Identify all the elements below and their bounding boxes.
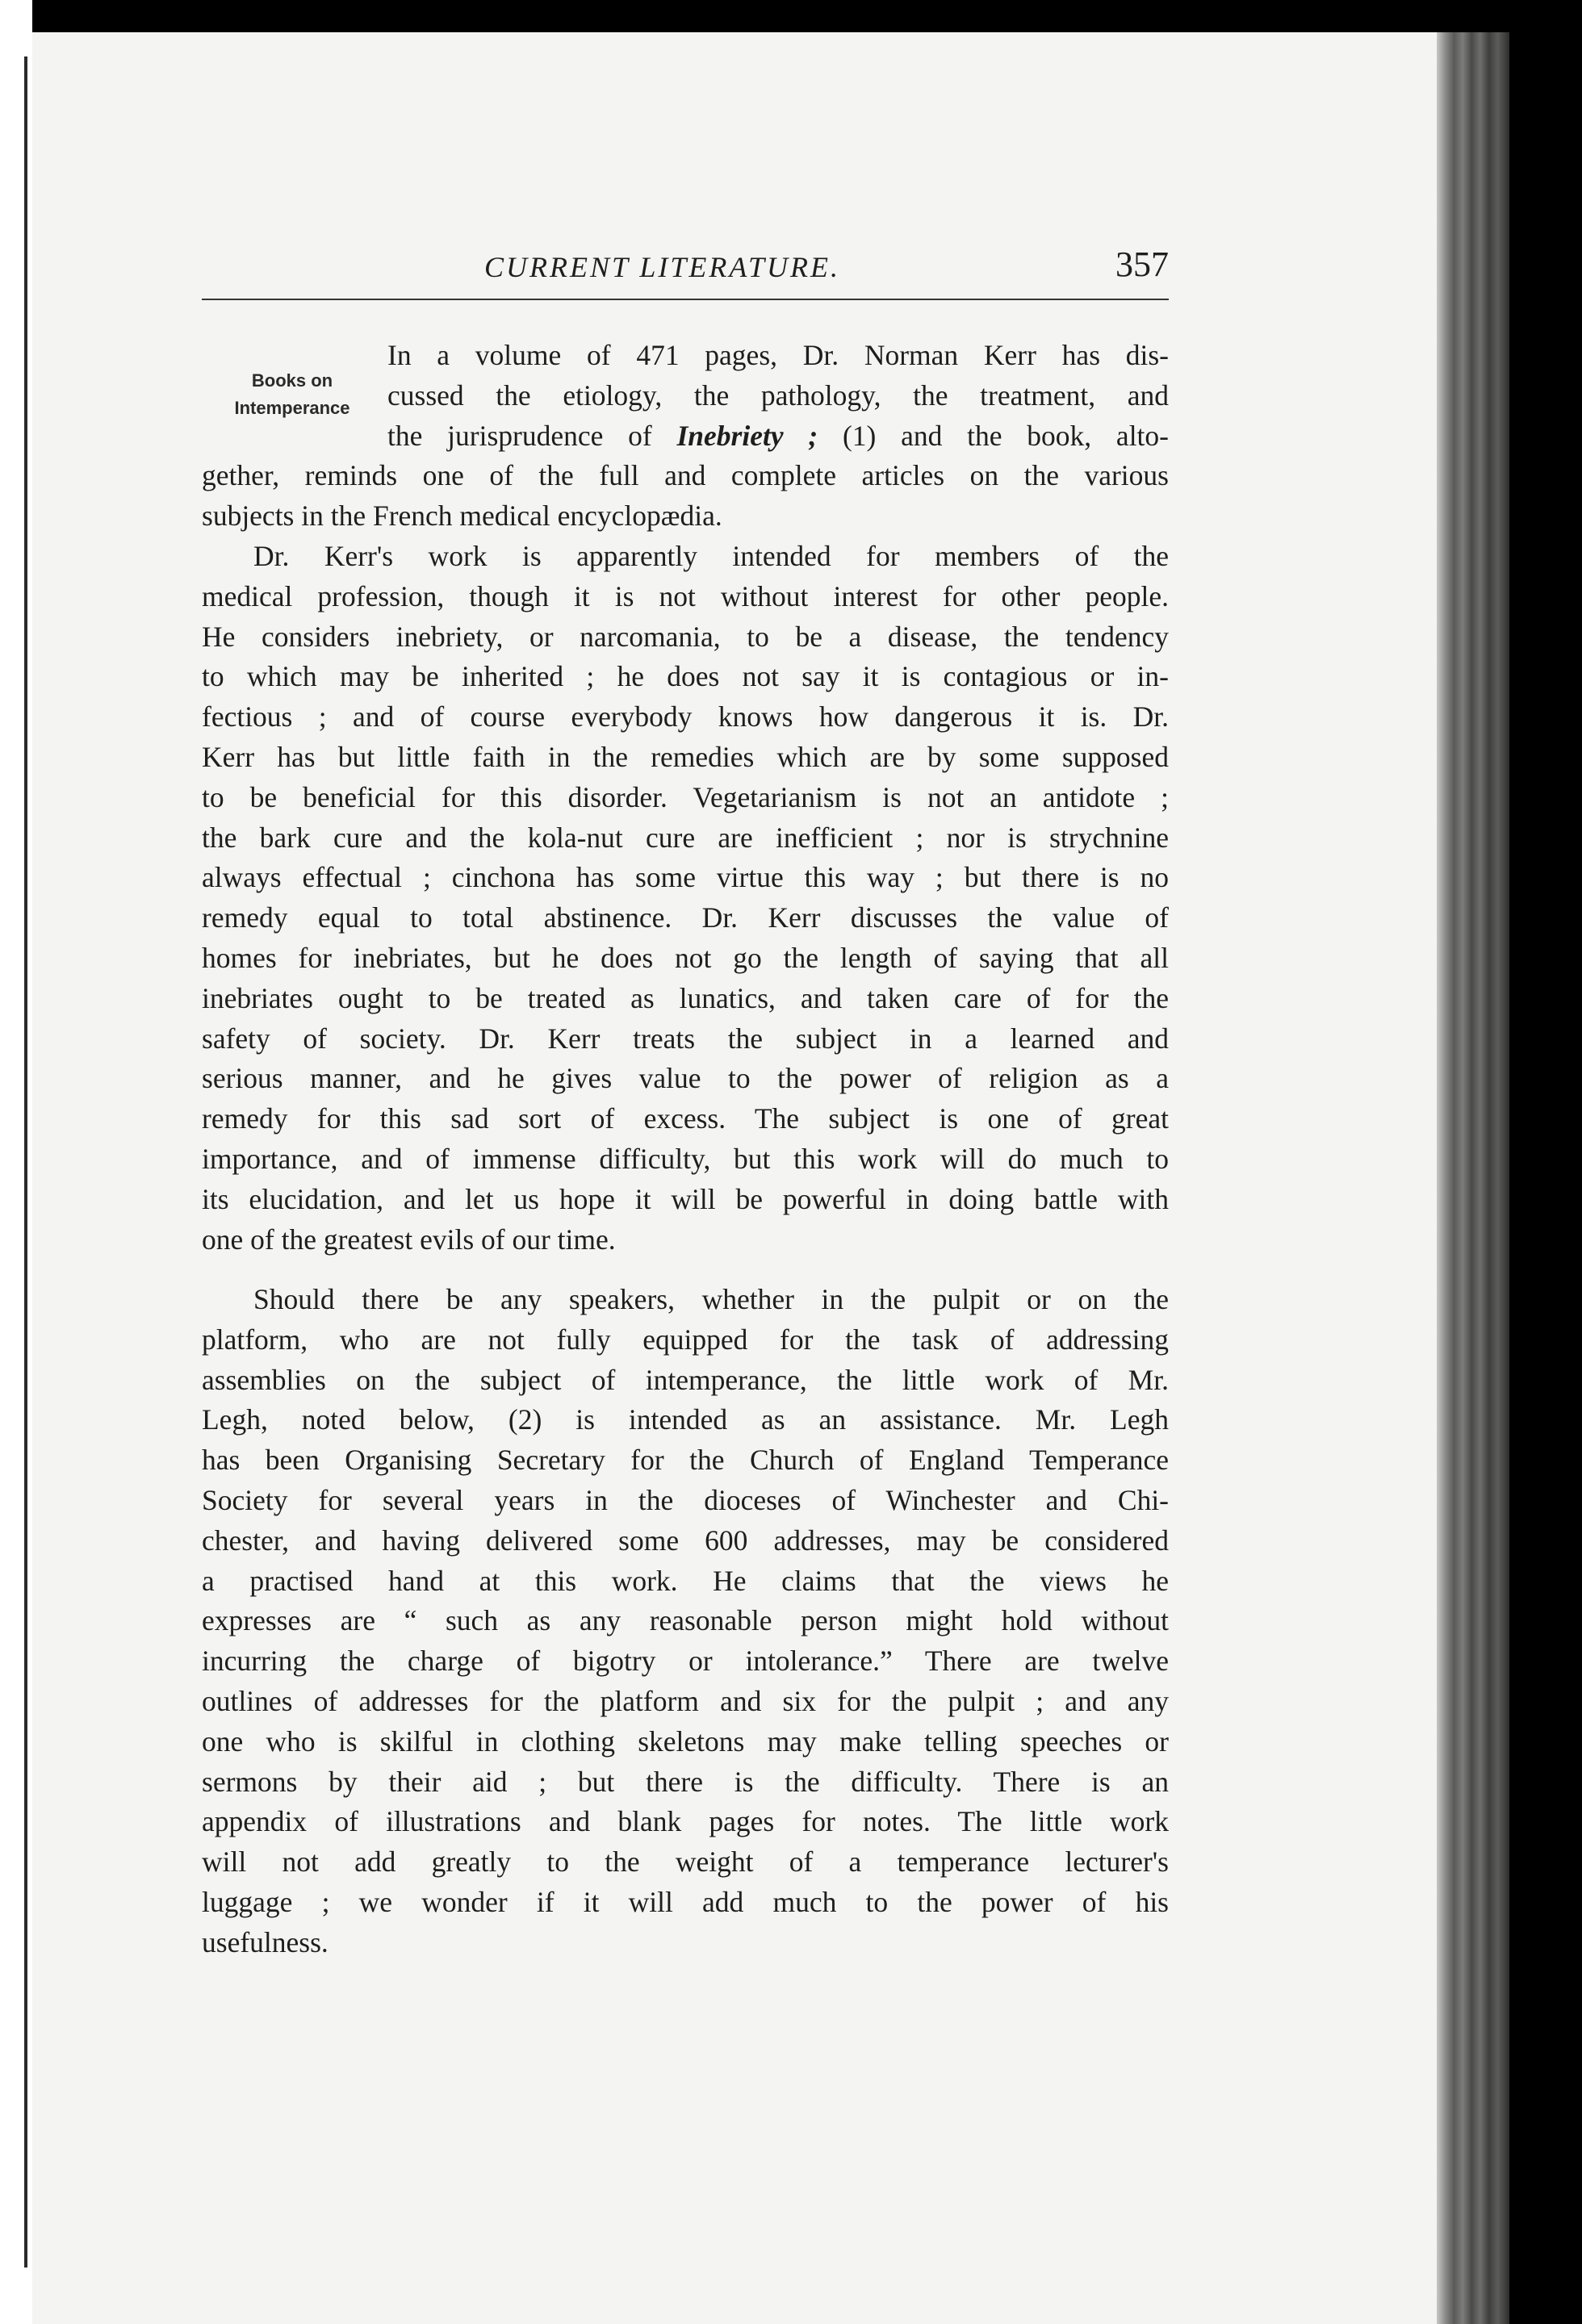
text-line: has been Organising Secretary for the Church of England Temperance	[202, 1444, 1169, 1477]
text-line: expresses are “ such as any reasonable person might hold without	[202, 1604, 1169, 1637]
scan-border-right	[1509, 0, 1582, 2324]
scan-border-left	[0, 0, 32, 2324]
text-line: safety of society. Dr. Kerr treats the subject in a learned and	[202, 1022, 1169, 1055]
text-line: In a volume of 471 pages, Dr. Norman Kerr has dis-	[387, 339, 1169, 371]
text-line: Dr. Kerr's work is apparently intended for members of the	[253, 539, 1169, 572]
gutter-shadow	[24, 56, 27, 2268]
text-line: importance, and of immense difficulty, but this work will do much to	[202, 1142, 1169, 1175]
text-line: outlines of addresses for the platform and six for the pulpit ; and any	[202, 1684, 1169, 1717]
text-line: platform, who are not fully equipped for the task of addressing	[202, 1323, 1169, 1356]
text-line: one who is skilful in clothing skeletons may make telling speeches or	[202, 1724, 1169, 1758]
text-line: assemblies on the subject of intemperance, the little work of Mr.	[202, 1363, 1169, 1396]
text-line: to which may be inherited ; he does not say it is contagious or in-	[202, 660, 1169, 693]
text-line: cussed the etiology, the pathology, the treatment, and	[387, 378, 1169, 412]
text-line: Society for several years in the dioceses of Winchester and Chi-	[202, 1483, 1169, 1516]
text-segment: the jurisprudence of	[387, 419, 677, 452]
text-line: chester, and having delivered some 600 addresses, may be considered	[202, 1524, 1169, 1557]
text-line: usefulness.	[202, 1925, 329, 1958]
text-line: sermons by their aid ; but there is the difficulty. There is an	[202, 1765, 1169, 1798]
text-line: inebriates ought to be treated as lunatics, and taken care of for the	[202, 981, 1169, 1014]
text-line: homes for inebriates, but he does not go the length of saying that all	[202, 941, 1169, 974]
text-line: always effectual ; cinchona has some virtue this way ; but there is no	[202, 861, 1169, 894]
page-number: 357	[1115, 245, 1169, 284]
text-block-2	[202, 1280, 1169, 1963]
running-title: CURRENT LITERATURE.	[484, 251, 841, 283]
header-rule	[202, 299, 1169, 300]
text-line: the bark cure and the kola-nut cure are inefficient ; nor is strychnine	[202, 821, 1169, 854]
text-line: medical profession, though it is not without interest for other people.	[202, 579, 1169, 612]
text-line: incurring the charge of bigotry or intolerance.” There are twelve	[202, 1645, 1169, 1678]
book-title: Inebriety ;	[676, 419, 818, 452]
margin-note-line: Books on	[251, 370, 333, 391]
text-line: remedy equal to total abstinence. Dr. Kerr discusses the value of	[202, 901, 1169, 934]
margin-note-line: Intemperance	[234, 398, 350, 418]
page-edges	[1437, 32, 1509, 2324]
text-line: Kerr has but little faith in the remedies which are by some supposed	[202, 740, 1169, 773]
text-line: its elucidation, and let us hope it will be powerful in doing battle with	[202, 1182, 1169, 1215]
text-line	[202, 416, 1169, 457]
text-line: fectious ; and of course everybody knows how dangerous it is. Dr.	[202, 700, 1169, 734]
text-line: gether, reminds one of the full and complete articles on the various	[202, 459, 1169, 492]
text-line: He considers inebriety, or narcomania, to be a disease, the tendency	[202, 620, 1169, 653]
text-line: luggage ; we wonder if it will add much to the power of his	[202, 1885, 1169, 1918]
text-line: one of the greatest evils of our time.	[202, 1223, 616, 1256]
text-line: Should there be any speakers, whether in the pulpit or on the	[253, 1283, 1169, 1315]
text-line: subjects in the French medical encyclopædia.	[202, 499, 722, 533]
text-line: serious manner, and he gives value to the power of religion as a	[202, 1062, 1169, 1095]
text-line: a practised hand at this work. He claims that the views he	[202, 1564, 1169, 1597]
text-line: will not add greatly to the weight of a temperance lecturer's	[202, 1845, 1169, 1879]
scan-border-top	[32, 0, 1509, 32]
text-block-1	[202, 336, 1169, 1260]
text-line: remedy for this sad sort of excess. The subject is one of great	[202, 1102, 1169, 1135]
text-segment: (1) and the book, alto-	[818, 419, 1169, 452]
text-line: Legh, noted below, (2) is intended as an assistance. Mr. Legh	[202, 1403, 1169, 1436]
text-line: appendix of illustrations and blank pages for notes. The little work	[202, 1805, 1169, 1838]
running-head	[202, 244, 1169, 300]
text-line: to be beneficial for this disorder. Vegetarianism is not an antidote ;	[202, 780, 1169, 813]
